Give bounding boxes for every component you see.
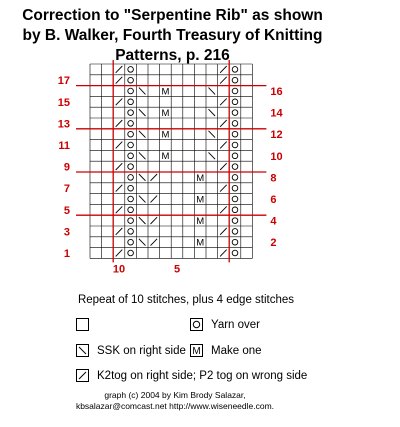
make-one-mark: M — [196, 237, 205, 249]
row-number-left: 11 — [58, 140, 70, 152]
legend-make-one — [190, 344, 262, 357]
row-number-left: 5 — [63, 204, 70, 217]
legend-knit — [76, 318, 97, 331]
make-one-mark: M — [161, 86, 170, 98]
title-line-3: Patterns, p. 216 — [115, 47, 230, 64]
row-number-left: 3 — [63, 226, 70, 239]
row-number-left: 13 — [57, 118, 70, 131]
credit — [0, 390, 350, 412]
make-one-mark: M — [161, 108, 170, 119]
make-one-mark: M — [196, 194, 205, 206]
yarn-over-icon — [190, 318, 203, 331]
stitch-number: 10 — [112, 263, 126, 276]
stitch-number: 5 — [173, 263, 181, 276]
row-number-right: 14 — [270, 107, 283, 120]
row-number-left: 9 — [63, 161, 70, 174]
legend-ssk — [76, 344, 186, 357]
row-number-right: 6 — [270, 194, 277, 206]
row-number-right: 16 — [270, 86, 283, 98]
k2tog-icon — [76, 369, 89, 382]
legend-k2tog-label: K2tog on right side; P2 tog on wrong side — [97, 369, 308, 382]
ssk-icon — [76, 344, 89, 357]
row-number-right: 4 — [270, 215, 277, 228]
title-line-2: by B. Walker, Fourth Treasury of Knitting — [22, 27, 323, 44]
legend-ssk-label: SSK on right side — [97, 344, 186, 357]
row-number-left: 15 — [57, 96, 70, 109]
svg-text:M: M — [192, 346, 201, 357]
row-number-left: 17 — [57, 75, 70, 88]
make-one-mark: M — [161, 129, 170, 141]
row-number-right: 8 — [270, 172, 277, 185]
make-one-icon — [190, 344, 203, 357]
legend-make-one-label: Make one — [211, 344, 262, 357]
credit-line-1: graph (c) 2004 by Kim Brody Salazar, — [104, 390, 246, 400]
row-number-right: 2 — [270, 237, 277, 250]
legend-yarn-over — [190, 318, 260, 331]
legend-yarn-over-label: Yarn over — [211, 318, 261, 331]
row-number-right: 12 — [270, 129, 283, 142]
make-one-mark: M — [196, 216, 205, 227]
knit-symbol-icon — [76, 318, 89, 331]
repeat-note: Repeat of 10 stitches, plus 4 edge stitches — [77, 294, 295, 306]
legend-k2tog — [76, 369, 307, 382]
row-number-left: 1 — [63, 248, 70, 260]
row-number-right: 10 — [270, 150, 283, 163]
credit-line-2: kbsalazar@comcast.net http://www.wiseneedle.com. — [75, 401, 275, 411]
make-one-mark: M — [196, 172, 205, 184]
make-one-mark: M — [161, 151, 170, 163]
row-number-left: 7 — [63, 183, 70, 196]
title-line-1: Correction to "Serpentine Rib" as shown — [22, 7, 323, 24]
